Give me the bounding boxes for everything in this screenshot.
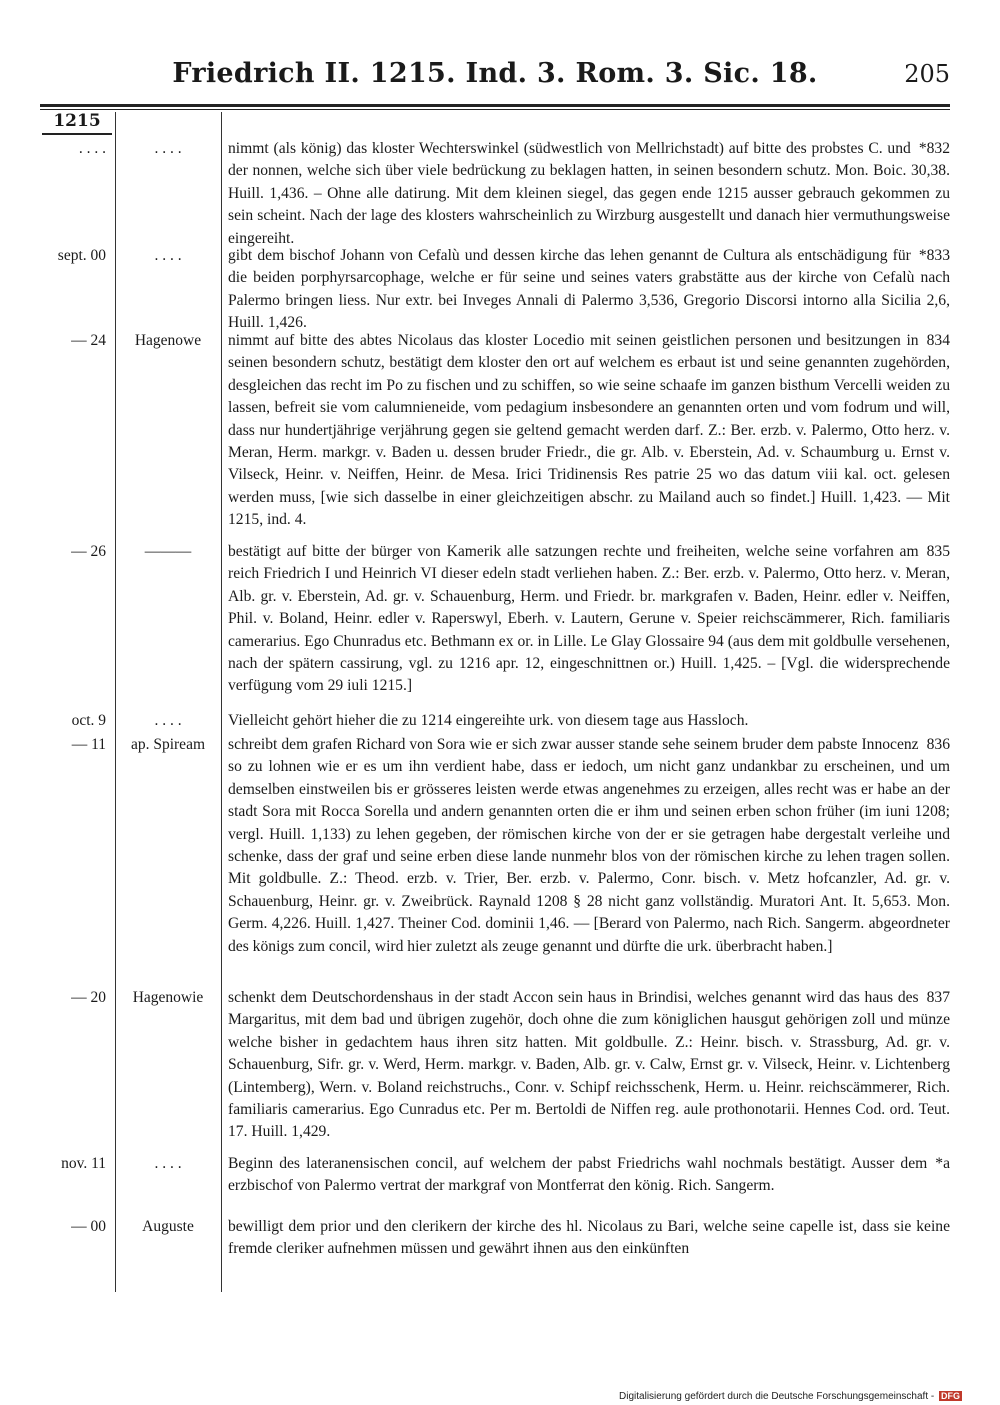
entry-place: Hagenowie bbox=[132, 989, 204, 1006]
entry-date: . . . . bbox=[78, 140, 106, 157]
entry-place: ——— bbox=[144, 543, 192, 560]
entry-date: oct. 9 bbox=[71, 712, 106, 729]
entry-body: Vielleicht gehört hieher die zu 1214 eingereihte urk. von diesem tage aus Hassloch. bbox=[228, 712, 749, 729]
entry-number: 837 bbox=[926, 989, 950, 1006]
entry-place: ap. Spiream bbox=[130, 736, 206, 753]
entry-text bbox=[228, 138, 950, 250]
column-divider-date bbox=[115, 112, 116, 1292]
entry-body: Beginn des lateranensischen concil, auf welchem der pabst Friedrichs wahl nochmals bestätigt. Ausser dem erzbischof von Palermo vertrat der markgraf von Montferrat den könig. Rich. Sangerm. bbox=[228, 1155, 928, 1195]
column-divider-place bbox=[221, 112, 222, 1292]
entry-number: 834 bbox=[926, 332, 950, 349]
entry-text bbox=[228, 330, 950, 532]
header-rule bbox=[40, 104, 950, 107]
entry-body: bestätigt auf bitte der bürger von Kamerik alle satzungen rechte und freiheiten, welche seine vorfahren am reich Friedrich I und Heinrich VI dieser edeln stadt verliehen haben. Z.: Ber. erzb. v. Palermo, Otto herz. v. Meran, Alb. gr. v. Eberstein, Ad. gr. v. Schauenburg, Herm. und Friedr. br. markgrafen v. Baden, Heinr. edler v. Neiffen, Phil. v. Boland, Heinr. edler v. Raperswyl, Eberh. v. Lautern, Gerune v. Speier reichscämmerer, Rich. familiaris camerarius. Ego Chunradus etc. Bethmann ex or. in Lille. Le Glay Glossaire 94 (aus dem mit goldbulle versehenen, nach der spätern cassirung, vgl. zu 1216 apr. 12, eingeschnittnen or.) Huill. 1,425. – [Vgl. die widersprechende verfügung vom 29 iuli 1215.] bbox=[228, 543, 950, 695]
entry-date: — 26 bbox=[71, 543, 106, 560]
entry-place: Auguste bbox=[142, 1218, 194, 1235]
entry-number: 836 bbox=[926, 736, 950, 753]
entry-body: bewilligt dem prior und den clerikern der kirche des hl. Nicolaus zu Bari, welche seine capelle ist, dass sie keine fremde cleriker aufnehmen müssen und gewährt ihnen aus den einkünften bbox=[228, 1218, 950, 1258]
entry-date: — 00 bbox=[71, 1218, 106, 1235]
entry-number: *833 bbox=[918, 247, 950, 264]
entry-text bbox=[228, 710, 950, 732]
header-rule-thin bbox=[40, 109, 950, 110]
entry-place: Hagenowe bbox=[134, 332, 202, 349]
entry-text bbox=[228, 245, 950, 335]
entry-date: — 11 bbox=[71, 736, 106, 753]
footer-text: Digitalisierung gefördert durch die Deutsche Forschungsgemeinschaft - bbox=[619, 1391, 935, 1402]
entry-body: nimmt (als könig) das kloster Wechterswinkel (südwestlich von Mellrichstadt) auf bitte des probstes C. und der nonnen, welche sich über viele bedrückung zu beklagen hatten, in seinen besondern schutz. Mon. Boic. 30,38. Huill. 1,436. – Ohne alle datirung. Mit dem kleinen siegel, das gegen ende 1215 ausser gebrauch gekommen zu sein scheint. Nach der lage des klosters wahrscheinlich zu Wirzburg ausgestellt und danach hier vermuthungsweise eingereiht. bbox=[228, 140, 950, 247]
entry-text bbox=[228, 1153, 950, 1198]
entry-text bbox=[228, 734, 950, 958]
entry-date: nov. 11 bbox=[61, 1155, 106, 1172]
entry-number: *832 bbox=[918, 140, 950, 157]
entry-text bbox=[228, 987, 950, 1144]
entry-date: sept. 00 bbox=[57, 247, 106, 264]
entry-place: . . . . bbox=[154, 1155, 182, 1172]
entry-place: . . . . bbox=[154, 140, 182, 157]
entry-text bbox=[228, 541, 950, 698]
entry-date: — 20 bbox=[71, 989, 106, 1006]
dfg-logo: DFG bbox=[941, 1391, 960, 1401]
entry-body: schreibt dem grafen Richard von Sora wie er sich zwar ausser stande sehe seinem bruder dem pabste Innocenz so zu lohnen wie er es um ihn verdient habe, dass er iedoch, um nicht ganz undankbar zu erscheinen, und um demselben einstweilen bis er grösseres leisten werde etwas angenehmes zu erzeigen, alles recht was er habe an der stadt Sora mit Rocca Sorella und andern genannten orten die er ihm und seinen erben schon früher (im iuni 1208; vergl. Huill. 1,133) zu lehen gegeben, der römischen kirche von der er sie getragen habe dergestalt verleihe und schenke, dass der graf und seine erben diese lande nunmehr blos von der römischen kirche zu lehen tragen sollen. Mit goldbulle. Z.: Theod. erzb. v. Trier, Ber. erzb. v. Palermo, Conr. bisch. v. Metz hofcanzler, Ad. gr. v. Schauenburg, Heinr. gr. v. Zweibrück. Raynald 1208 § 28 nicht ganz vollständig. Muratori Ant. It. 5,653. Mon. Germ. 4,226. Huill. 1,427. Theiner Cod. dominii 1,46. — [Berard von Palermo, nach Rich. Sangerm. abgeordneter des königs zum concil, wird hier zuletzt als zeuge genannt und dürfte die urk. überbracht haben.] bbox=[228, 736, 950, 955]
page-header bbox=[40, 58, 950, 98]
page-number: 205 bbox=[904, 60, 950, 88]
year-underline bbox=[42, 133, 112, 135]
running-title: Friedrich II. 1215. Ind. 3. Rom. 3. Sic. 18. bbox=[172, 58, 818, 89]
entry-body: gibt dem bischof Johann von Cefalù und dessen kirche das lehen genannt de Cultura als entschädigung für die beiden porphyrsarcophage, welche er für seine und seines vaters grabstätte aus der kirche von Cefalù nach Palermo bringen liess. Nur extr. bei Inveges Annali di Palermo 3,536, Gregorio Discorsi intorno alla Sicilia 2,6, Huill. 1,426. bbox=[228, 247, 950, 332]
entry-text bbox=[228, 1216, 950, 1261]
year-heading: 1215 bbox=[53, 111, 101, 131]
entry-place: . . . . bbox=[154, 247, 182, 264]
entry-number: *a bbox=[935, 1155, 950, 1172]
entry-place: . . . . bbox=[154, 712, 182, 729]
entry-number: 835 bbox=[926, 543, 950, 560]
entry-body: nimmt auf bitte des abtes Nicolaus das kloster Locedio mit seinen geistlichen personen und besitzungen in seinen besondern schutz, bestätigt dem kloster den ort auf welchem es erbaut ist und seine genannten zugehörden, desgleichen das recht im Po zu fischen und zu schiffen, so wie seine schaafe im ganzen bisthum Vercelli weiden zu lassen, befreit sie vom calumnieneide, vom pedagium insbesondere an genannten orten und vom fodrum und will, dass nur hundertjährige verjährung gegen sie geltend gemacht werden darf. Z.: Ber. erzb. v. Palermo, Otto herz. v. Meran, Herm. markgr. v. Baden u. dessen bruder Friedr., die gr. Alb. v. Eberstein, Ad. v. Schaumburg u. Ernst v. Vilseck, Heinr. v. Neiffen, Heinr. de Mesa. Irici Tridinensis Res patrie 25 wo das datum viii kal. oct. gelesen werden muss, [wie sich dasselbe in einer gleichzeitigen abschr. zu Mailand auch so findet.] Huill. 1,423. — Mit 1215, ind. 4. bbox=[228, 332, 950, 529]
entry-date: — 24 bbox=[71, 332, 106, 349]
entry-body: schenkt dem Deutschordenshaus in der stadt Accon sein haus in Brindisi, welches genannt wird das haus des Margaritus, mit dem bad und übrigen zugehör, doch ohne die zum königlichen hausgut gehörigen zoll und münze welche bisher in gedachtem haus ihren sitz hatten. Mit goldbulle. Z.: Heinr. bisch. v. Strassburg, Ad. gr. v. Schauenburg, Sifr. gr. v. Werd, Herm. markgr. v. Baden, Alb. gr. v. Calw, Ernst gr. v. Vilseck, Heinr. v. Lichtenberg (Lintemberg), Wern. v. Boland reichstruchs., Conr. v. Schipf reichsschenk, Herm. u. Heinr. reichscämmerer, Rich. familiaris camerarius. Ego Cunradus etc. Per m. Bertoldi de Niffen reg. aule prothonotarii. Hennes Cod. ord. Teut. 17. Huill. 1,429. bbox=[228, 989, 950, 1141]
digitization-footer bbox=[619, 1391, 962, 1402]
